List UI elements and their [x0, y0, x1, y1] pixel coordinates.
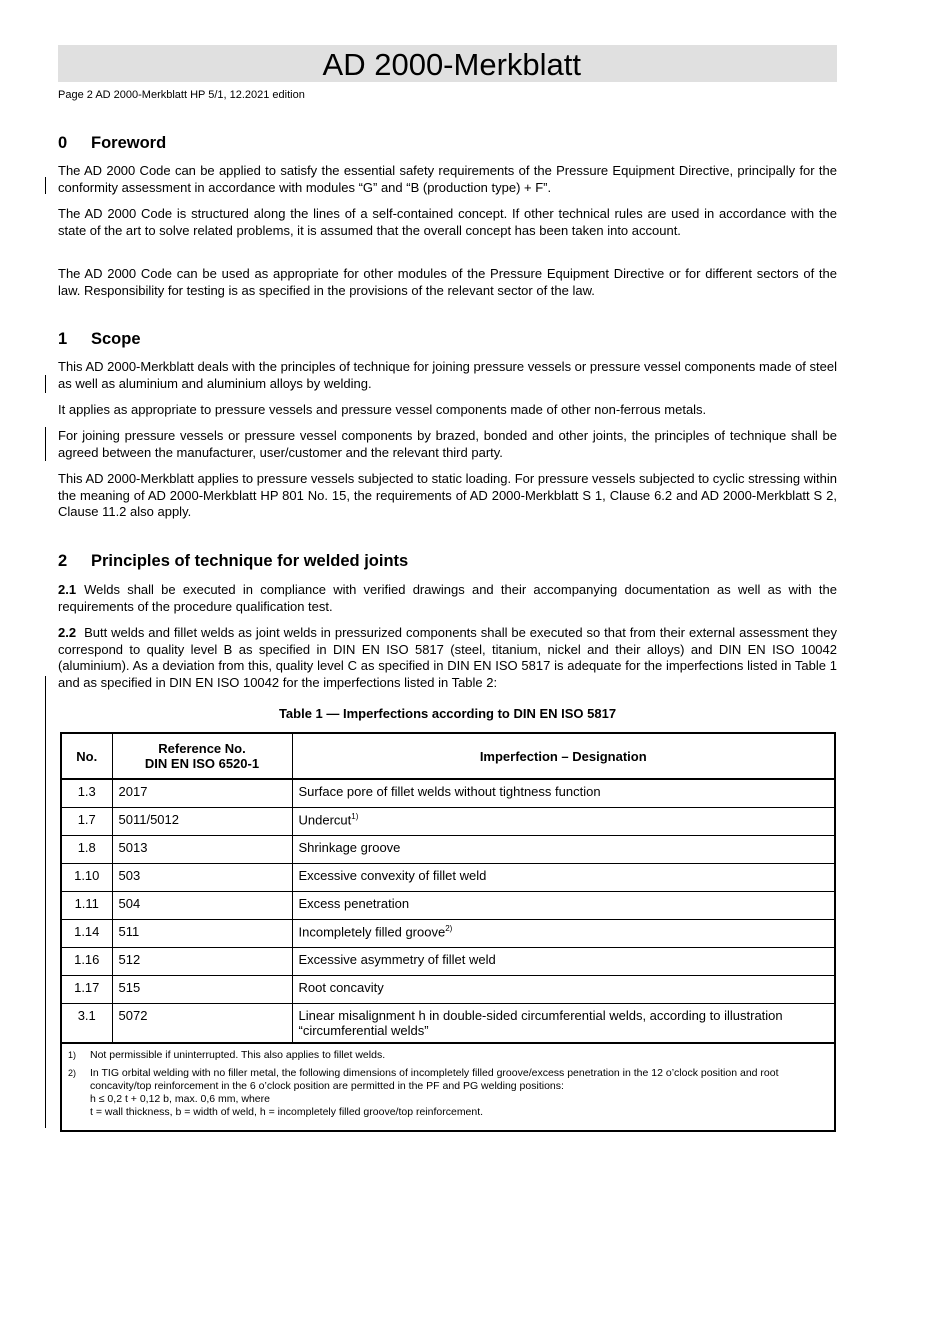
- paragraph: This AD 2000-Merkblatt deals with the principles of technique for joining pressure vessels or pressure vessel components made of steel as well as aluminium and aluminium alloys by welding.: [58, 359, 837, 391]
- cell-no: 1.14: [61, 920, 112, 948]
- cell-designation: Shrinkage groove: [292, 836, 835, 864]
- cell-designation: Linear misalignment h in double-sided circumferential welds, according to illustration “circumferential welds”: [292, 1004, 835, 1044]
- change-bar: [45, 676, 46, 1128]
- footnote-ref: 2): [445, 924, 453, 933]
- footnote-line: t = wall thickness, b = width of weld, h = incompletely filled groove/top reinforcement.: [90, 1106, 484, 1118]
- cell-designation: Excessive convexity of fillet weld: [292, 864, 835, 892]
- cell-no: 1.16: [61, 948, 112, 976]
- footnote-line: Not permissible if uninterrupted. This also applies to fillet welds.: [90, 1049, 386, 1061]
- cell-designation: Incompletely filled groove$^{2)}$: [292, 920, 835, 948]
- header-banner: [58, 45, 837, 82]
- table-row: [61, 808, 835, 836]
- cell-designation: Undercut$^{1)}$: [292, 808, 835, 836]
- footnote-mark: 1): [68, 1050, 77, 1060]
- imperfections-table: [60, 732, 836, 1132]
- paragraph: This AD 2000-Merkblatt applies to pressure vessels subjected to static loading. For pressure vessels subjected to cyclic stressing within the meaning of AD 2000-Merkblatt HP 801 No. 15, the requirements of AD 2000-Merkblatt S 1, Clause 6.2 and AD 2000-Merkblatt S 2, Clause 11.2 also apply.: [58, 471, 837, 520]
- cell-no: 1.7: [61, 808, 112, 836]
- cell-no: 1.11: [61, 892, 112, 920]
- paragraph: For joining pressure vessels or pressure vessel components by brazed, bonded and other joints, the principles of technique shall be agreed between the manufacturer, user/customer and the relevant third party.: [58, 428, 837, 460]
- table-header-row: [61, 733, 835, 779]
- cell-reference: 2017: [112, 779, 292, 808]
- change-bar: [45, 427, 46, 461]
- cell-reference: 5011/5012: [112, 808, 292, 836]
- paragraph: The AD 2000 Code is structured along the lines of a self-contained concept. If other technical rules are used in accordance with the state of the art to solve related problems, it is assumed that the overall concept has been taken into account.: [58, 206, 837, 238]
- cell-reference: 5013: [112, 836, 292, 864]
- change-bar: [45, 177, 46, 194]
- page-subtitle: Page 2 AD 2000-Merkblatt HP 5/1, 12.2021 edition: [58, 89, 305, 101]
- footnote-line: In TIG orbital welding with no filler metal, the following dimensions of incompletely filled groove/excess penetration in the 12 o’clock position and root concavity/top reinforcement in the 6 o’clock position are permitted in the PF and PG welding positions:: [90, 1067, 779, 1092]
- table-row: [61, 892, 835, 920]
- cell-no: 3.1: [61, 1004, 112, 1044]
- footnote: [68, 1049, 828, 1062]
- cell-designation: Excess penetration: [292, 892, 835, 920]
- footnote-ref: 1): [351, 812, 359, 821]
- table-footnotes: [61, 1043, 835, 1131]
- table-row: [61, 1004, 835, 1044]
- cell-reference: 512: [112, 948, 292, 976]
- section-heading-scope: 1 Scope: [58, 330, 141, 348]
- cell-designation: Root concavity: [292, 976, 835, 1004]
- header-reference: Reference No. DIN EN ISO 6520-1: [112, 733, 292, 779]
- paragraph: The AD 2000 Code can be applied to satisfy the essential safety requirements of the Pressure Equipment Directive, principally for the conformity assessment in accordance with modules “G” and “B (production type) + F”.: [58, 163, 837, 195]
- cell-designation: Surface pore of fillet welds without tightness function: [292, 779, 835, 808]
- table-caption: Table 1 — Imperfections according to DIN EN ISO 5817: [278, 706, 617, 721]
- section-heading-principles: 2 Principles of technique for welded joints: [58, 552, 409, 570]
- cell-reference: 5072: [112, 1004, 292, 1044]
- table-row: [61, 976, 835, 1004]
- cell-reference: 515: [112, 976, 292, 1004]
- clause-2-1: 2.1 Welds shall be executed in compliance with verified drawings and their accompanying documentation as well as with the requirements of the procedure qualification test.: [58, 582, 837, 614]
- table-row: [61, 836, 835, 864]
- header-designation: Imperfection – Designation: [292, 733, 835, 779]
- cell-reference: 511: [112, 920, 292, 948]
- cell-no: 1.3: [61, 779, 112, 808]
- table-row: [61, 864, 835, 892]
- cell-reference: 504: [112, 892, 292, 920]
- table-row: [61, 779, 835, 808]
- footnote: [68, 1067, 828, 1119]
- paragraph: The AD 2000 Code can be used as appropriate for other modules of the Pressure Equipment Directive or for different sectors of the law. Responsibility for testing is as specified in the provisions of the relevant sector of the law.: [58, 266, 837, 298]
- footnote-mark: 2): [68, 1068, 77, 1078]
- clause-2-2: 2.2 Butt welds and fillet welds as joint welds in pressurized components shall be executed so that from their external assessment they correspond to quality level B as specified in DIN EN ISO 5817 (steel, titanium, nickel and their alloys) and DIN EN ISO 10042 (aluminium). As a deviation from this, quality level C as specified in DIN EN ISO 5817 is adequate for the imperfections listed in Table 1 and as specified in DIN EN ISO 10042 for the imperfections listed in Table 2:: [58, 625, 837, 690]
- cell-designation: Excessive asymmetry of fillet weld: [292, 948, 835, 976]
- cell-no: 1.10: [61, 864, 112, 892]
- cell-reference: 503: [112, 864, 292, 892]
- header-title: AD 2000-Merkblatt: [322, 47, 581, 82]
- footnote-line: h ≤ 0,2 t + 0,12 b, max. 0,6 mm, where: [90, 1093, 270, 1105]
- table-row: [61, 920, 835, 948]
- cell-no: 1.8: [61, 836, 112, 864]
- header-no: No.: [61, 733, 112, 779]
- table-row: [61, 948, 835, 976]
- section-heading-foreword: 0 Foreword: [58, 134, 167, 152]
- paragraph: It applies as appropriate to pressure vessels and pressure vessel components made of other non-ferrous metals.: [58, 402, 707, 417]
- cell-no: 1.17: [61, 976, 112, 1004]
- change-bar: [45, 375, 46, 393]
